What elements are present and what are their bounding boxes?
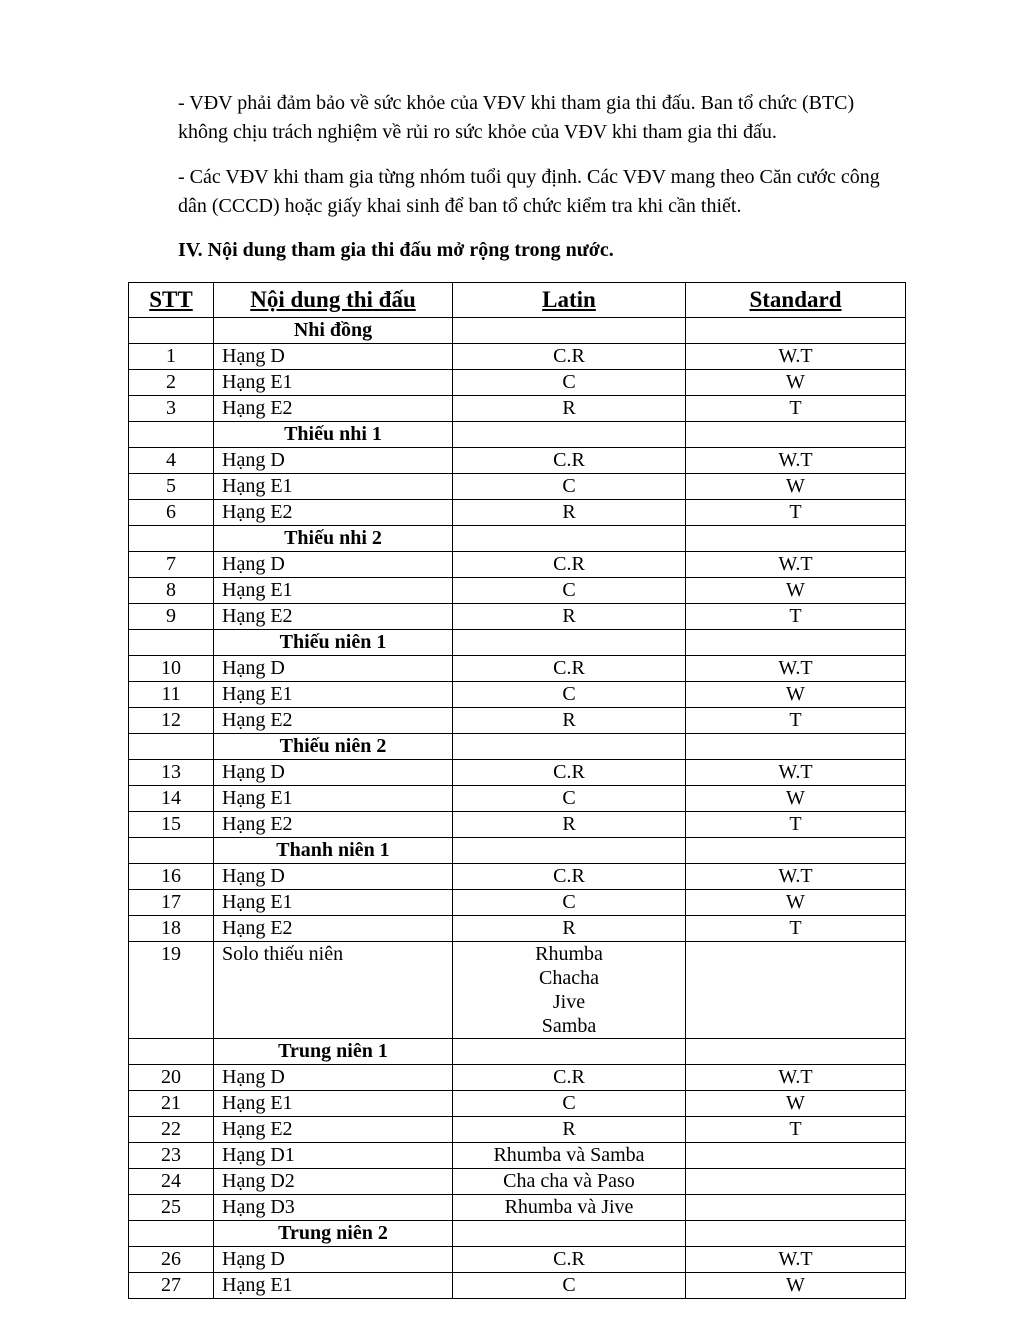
table-row xyxy=(129,1091,906,1117)
cell-standard: W.T xyxy=(686,448,906,474)
cell-content: Hạng D xyxy=(214,1247,453,1273)
group-empty-cell xyxy=(686,1221,906,1247)
latin-dance-item: Chacha xyxy=(539,967,599,989)
group-empty-cell xyxy=(686,734,906,760)
group-empty-cell xyxy=(686,422,906,448)
cell-content: Hạng D xyxy=(214,864,453,890)
cell-stt: 27 xyxy=(129,1273,214,1299)
cell-stt: 12 xyxy=(129,708,214,734)
cell-standard: W.T xyxy=(686,1247,906,1273)
cell-content: Hạng E2 xyxy=(214,500,453,526)
cell-stt: 22 xyxy=(129,1117,214,1143)
group-name: Thiếu niên 1 xyxy=(214,630,453,656)
cell-stt: 21 xyxy=(129,1091,214,1117)
group-empty-cell xyxy=(129,318,214,344)
section-heading: IV. Nội dung tham gia thi đấu mở rộng trong nước. xyxy=(178,239,614,261)
cell-standard: T xyxy=(686,500,906,526)
cell-latin: C xyxy=(453,682,686,708)
cell-standard xyxy=(686,1143,906,1169)
table-row xyxy=(129,1169,906,1195)
cell-stt: 8 xyxy=(129,578,214,604)
cell-content: Hạng D xyxy=(214,656,453,682)
table-row xyxy=(129,1273,906,1299)
cell-content: Hạng E1 xyxy=(214,890,453,916)
cell-standard: T xyxy=(686,812,906,838)
table-row xyxy=(129,760,906,786)
group-row xyxy=(129,526,906,552)
group-row xyxy=(129,1039,906,1065)
cell-standard: W xyxy=(686,1273,906,1299)
cell-latin: C xyxy=(453,1273,686,1299)
table-row xyxy=(129,1065,906,1091)
group-empty-cell xyxy=(453,318,686,344)
group-empty-cell xyxy=(686,318,906,344)
cell-stt: 5 xyxy=(129,474,214,500)
cell-latin: R xyxy=(453,396,686,422)
paragraph-identification: - Các VĐV khi tham gia từng nhóm tuổi quy định. Các VĐV mang theo Căn cước công dân (CCCD) hoặc giấy khai sinh để ban tổ chức kiểm tra khi cần thiết. xyxy=(178,166,880,217)
group-name: Trung niên 1 xyxy=(214,1039,453,1065)
table-row xyxy=(129,604,906,630)
header-latin: Latin xyxy=(453,283,686,318)
cell-standard: W.T xyxy=(686,656,906,682)
cell-standard: W xyxy=(686,370,906,396)
cell-latin: C.R xyxy=(453,448,686,474)
cell-stt: 18 xyxy=(129,916,214,942)
cell-stt: 3 xyxy=(129,396,214,422)
table-header-row xyxy=(129,283,906,318)
cell-standard: W xyxy=(686,474,906,500)
cell-latin: R xyxy=(453,604,686,630)
group-empty-cell xyxy=(453,734,686,760)
cell-stt: 15 xyxy=(129,812,214,838)
group-name: Nhi đồng xyxy=(214,318,453,344)
cell-standard: T xyxy=(686,604,906,630)
group-empty-cell xyxy=(129,1039,214,1065)
cell-standard: W xyxy=(686,682,906,708)
cell-standard xyxy=(686,942,906,1039)
cell-latin: C.R xyxy=(453,1247,686,1273)
table-row xyxy=(129,396,906,422)
cell-content: Solo thiếu niên xyxy=(214,942,453,1039)
cell-stt: 14 xyxy=(129,786,214,812)
cell-content: Hạng E1 xyxy=(214,578,453,604)
cell-stt: 17 xyxy=(129,890,214,916)
cell-latin: C.R xyxy=(453,760,686,786)
group-name: Thiếu nhi 2 xyxy=(214,526,453,552)
cell-latin: C.R xyxy=(453,1065,686,1091)
table-row xyxy=(129,474,906,500)
table-row xyxy=(129,1195,906,1221)
cell-standard: T xyxy=(686,1117,906,1143)
cell-latin: C.R xyxy=(453,656,686,682)
cell-stt: 10 xyxy=(129,656,214,682)
cell-standard: W.T xyxy=(686,552,906,578)
group-row xyxy=(129,630,906,656)
group-empty-cell xyxy=(453,526,686,552)
table-row xyxy=(129,552,906,578)
cell-content: Hạng D xyxy=(214,552,453,578)
group-name: Thanh niên 1 xyxy=(214,838,453,864)
table-row xyxy=(129,578,906,604)
cell-latin: R xyxy=(453,708,686,734)
header-stt: STT xyxy=(129,283,214,318)
group-row xyxy=(129,318,906,344)
cell-latin: Cha cha và Paso xyxy=(453,1169,686,1195)
cell-latin: C xyxy=(453,370,686,396)
cell-stt: 19 xyxy=(129,942,214,1039)
cell-standard xyxy=(686,1169,906,1195)
table-row xyxy=(129,448,906,474)
cell-standard: W.T xyxy=(686,1065,906,1091)
cell-stt: 6 xyxy=(129,500,214,526)
table-row xyxy=(129,864,906,890)
group-empty-cell xyxy=(129,838,214,864)
cell-standard: W xyxy=(686,786,906,812)
cell-standard: W xyxy=(686,1091,906,1117)
cell-stt: 25 xyxy=(129,1195,214,1221)
cell-stt: 9 xyxy=(129,604,214,630)
cell-latin: C.R xyxy=(453,864,686,890)
cell-content: Hạng E1 xyxy=(214,370,453,396)
group-row xyxy=(129,734,906,760)
cell-standard: W.T xyxy=(686,760,906,786)
latin-dance-item: Rhumba xyxy=(535,943,603,965)
group-empty-cell xyxy=(453,1039,686,1065)
table-row xyxy=(129,344,906,370)
cell-latin: Rhumba và Samba xyxy=(453,1143,686,1169)
table-row xyxy=(129,1117,906,1143)
cell-stt: 4 xyxy=(129,448,214,474)
cell-content: Hạng E2 xyxy=(214,916,453,942)
cell-content: Hạng E1 xyxy=(214,1273,453,1299)
table-row xyxy=(129,708,906,734)
table-row xyxy=(129,1143,906,1169)
table-row xyxy=(129,916,906,942)
group-empty-cell xyxy=(453,630,686,656)
cell-latin: C xyxy=(453,1091,686,1117)
table-row xyxy=(129,890,906,916)
cell-stt: 23 xyxy=(129,1143,214,1169)
cell-content: Hạng D xyxy=(214,344,453,370)
group-empty-cell xyxy=(129,526,214,552)
cell-latin: R xyxy=(453,916,686,942)
group-empty-cell xyxy=(129,422,214,448)
table-row xyxy=(129,656,906,682)
group-row xyxy=(129,838,906,864)
cell-content: Hạng D xyxy=(214,448,453,474)
group-empty-cell xyxy=(453,422,686,448)
cell-content: Hạng E2 xyxy=(214,396,453,422)
group-empty-cell xyxy=(686,838,906,864)
cell-content: Hạng E1 xyxy=(214,682,453,708)
paragraph-health: - VĐV phải đảm bảo về sức khỏe của VĐV khi tham gia thi đấu. Ban tổ chức (BTC) không chịu trách nghiệm về rủi ro sức khỏe của VĐV khi tham gia thi đấu. xyxy=(178,92,855,143)
cell-stt: 1 xyxy=(129,344,214,370)
cell-content: Hạng E2 xyxy=(214,812,453,838)
cell-standard: W xyxy=(686,890,906,916)
cell-latin-list xyxy=(453,942,686,1039)
cell-stt: 11 xyxy=(129,682,214,708)
header-content: Nội dung thi đấu xyxy=(214,283,453,318)
group-name: Thiếu nhi 1 xyxy=(214,422,453,448)
latin-dance-item: Samba xyxy=(541,1015,597,1037)
group-row xyxy=(129,1221,906,1247)
cell-stt: 16 xyxy=(129,864,214,890)
cell-content: Hạng D1 xyxy=(214,1143,453,1169)
group-empty-cell xyxy=(129,1221,214,1247)
cell-standard: T xyxy=(686,708,906,734)
cell-content: Hạng E1 xyxy=(214,1091,453,1117)
latin-dance-item: Jive xyxy=(552,991,586,1013)
cell-latin: C xyxy=(453,786,686,812)
cell-content: Hạng E2 xyxy=(214,1117,453,1143)
table-row xyxy=(129,1247,906,1273)
cell-content: Hạng D2 xyxy=(214,1169,453,1195)
cell-latin: Rhumba và Jive xyxy=(453,1195,686,1221)
group-empty-cell xyxy=(686,526,906,552)
cell-standard: W.T xyxy=(686,344,906,370)
group-row xyxy=(129,422,906,448)
group-name: Trung niên 2 xyxy=(214,1221,453,1247)
table-body xyxy=(129,318,906,1299)
cell-latin: R xyxy=(453,1117,686,1143)
cell-content: Hạng D3 xyxy=(214,1195,453,1221)
group-empty-cell xyxy=(453,838,686,864)
cell-latin: C.R xyxy=(453,552,686,578)
table-row xyxy=(129,370,906,396)
cell-content: Hạng D xyxy=(214,1065,453,1091)
table-row xyxy=(129,786,906,812)
cell-latin: R xyxy=(453,812,686,838)
cell-content: Hạng D xyxy=(214,760,453,786)
cell-content: Hạng E2 xyxy=(214,708,453,734)
cell-latin: R xyxy=(453,500,686,526)
cell-content: Hạng E1 xyxy=(214,474,453,500)
group-name: Thiếu niên 2 xyxy=(214,734,453,760)
group-empty-cell xyxy=(686,1039,906,1065)
cell-latin: C xyxy=(453,474,686,500)
cell-standard: T xyxy=(686,916,906,942)
cell-latin: C xyxy=(453,578,686,604)
table-row xyxy=(129,500,906,526)
cell-stt: 26 xyxy=(129,1247,214,1273)
group-empty-cell xyxy=(686,630,906,656)
cell-latin: C xyxy=(453,890,686,916)
cell-stt: 7 xyxy=(129,552,214,578)
cell-content: Hạng E2 xyxy=(214,604,453,630)
table-row xyxy=(129,942,906,1039)
table-row xyxy=(129,682,906,708)
cell-stt: 20 xyxy=(129,1065,214,1091)
cell-stt: 13 xyxy=(129,760,214,786)
group-empty-cell xyxy=(129,630,214,656)
cell-standard: T xyxy=(686,396,906,422)
competition-table xyxy=(128,282,906,1299)
header-standard: Standard xyxy=(686,283,906,318)
cell-latin: C.R xyxy=(453,344,686,370)
group-empty-cell xyxy=(129,734,214,760)
cell-stt: 2 xyxy=(129,370,214,396)
cell-standard xyxy=(686,1195,906,1221)
cell-standard: W xyxy=(686,578,906,604)
cell-standard: W.T xyxy=(686,864,906,890)
cell-stt: 24 xyxy=(129,1169,214,1195)
group-empty-cell xyxy=(453,1221,686,1247)
table-row xyxy=(129,812,906,838)
cell-content: Hạng E1 xyxy=(214,786,453,812)
